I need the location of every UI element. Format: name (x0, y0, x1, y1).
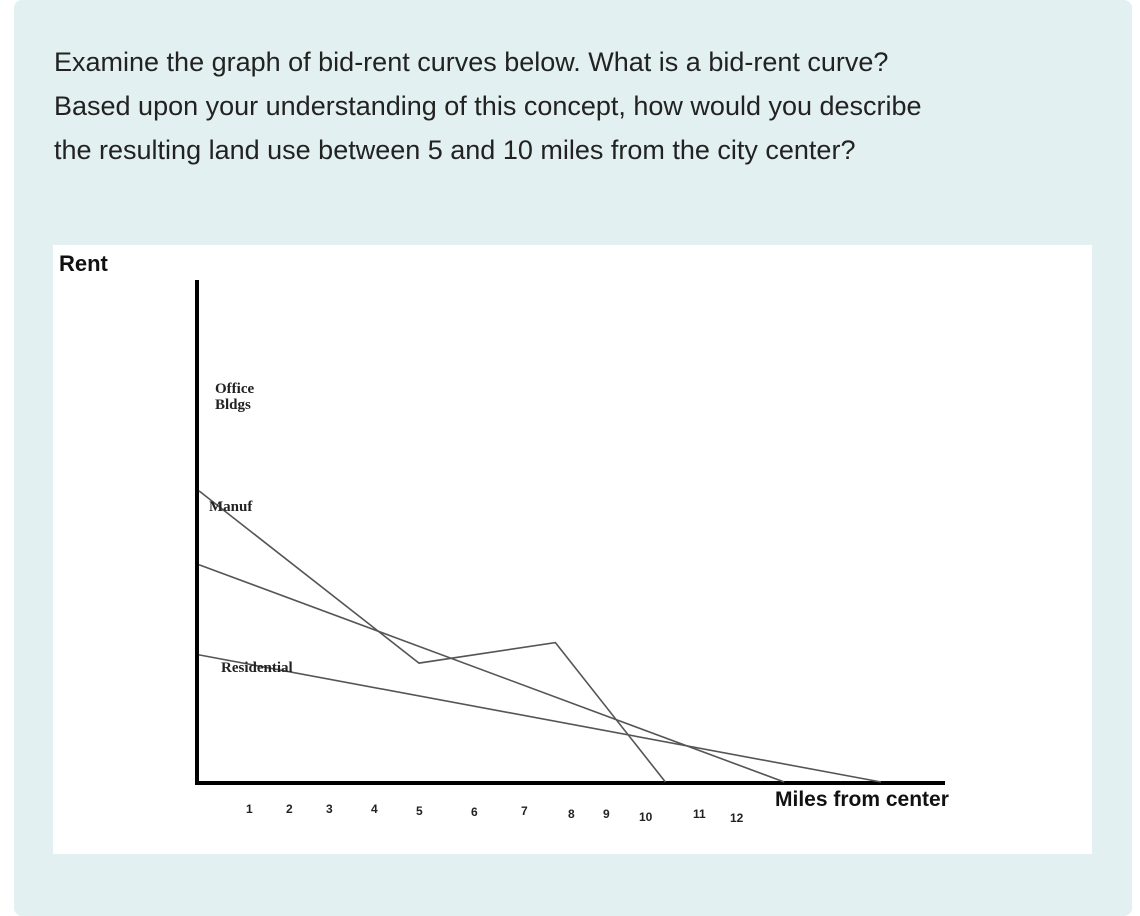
x-tick-label: 12 (730, 811, 744, 825)
x-tick-label: 1 (246, 802, 253, 816)
x-tick-label: 9 (603, 807, 610, 821)
x-tick-label: 4 (371, 802, 378, 816)
series-label-residential: Residential (221, 660, 293, 676)
x-tick-label: 11 (693, 807, 706, 821)
bid-rent-chart (53, 245, 1092, 854)
x-tick-label: 10 (639, 810, 653, 824)
x-axis-label: Miles from center (775, 788, 949, 811)
y-axis-label: Rent (59, 251, 108, 276)
x-tick-label: 7 (521, 804, 528, 818)
x-tick-label: 2 (286, 802, 293, 816)
series-label-manuf: Manuf (209, 499, 253, 515)
series-line-2 (199, 655, 881, 782)
question-line-3: the resulting land use between 5 and 10 miles from the city center? (54, 135, 856, 165)
x-tick-label: 8 (568, 807, 575, 821)
series-label-office: Office Bldgs (215, 381, 255, 413)
question-text (54, 40, 1054, 172)
x-tick-label: 6 (471, 805, 478, 819)
question-line-2: Based upon your understanding of this concept, how would you describe (54, 91, 922, 121)
x-tick-label: 5 (416, 804, 423, 818)
x-tick-label: 3 (326, 802, 333, 816)
bid-rent-chart-svg (53, 245, 1092, 854)
series-line-0 (199, 491, 665, 782)
question-card (14, 0, 1132, 916)
question-line-1: Examine the graph of bid-rent curves below. What is a bid-rent curve? (54, 47, 889, 77)
